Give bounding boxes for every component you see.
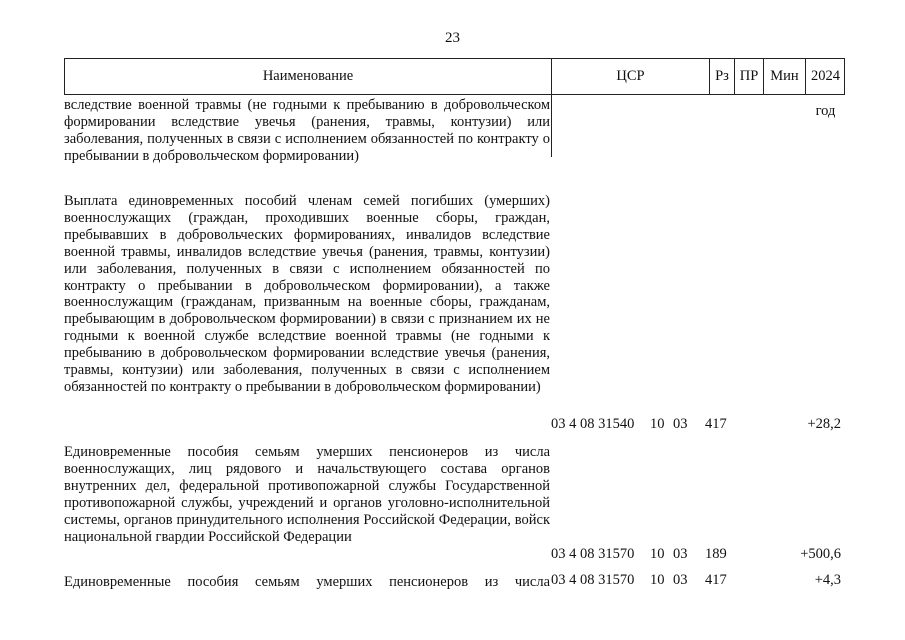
row-csr: 03 4 08 31570 [551,546,635,562]
row-description: Единовременные пособия семьям умерших пенсионеров из числа военнослужащих, лиц рядового и начальствующего состава органов внутренних дел, федеральной противопожарной службы Государственной противопожарной службы, учреждений и органов уголовно-исполнительной системы, органов принудительного исполнения Российской Федерации, войск национальной гвардии Российской Федерации [64,444,550,545]
row-csr: 03 4 08 31540 [551,416,635,432]
row-min: 417 [705,416,727,432]
header-year: 2024 год [811,68,840,119]
row-description: вследствие военной травмы (не годными к пребыванию в добровольческом формировании вследствие увечья (ранения, травмы, контузии) или заболевания, полученных в связи с исполнением обязанностей по контракту о пребывании в добровольческом формировании) [64,97,550,164]
page-number: 23 [445,30,460,46]
header-csr: ЦСР [552,59,710,94]
row-amount: +28,2 [807,416,841,432]
row-pr: 03 [673,416,688,432]
header-name: Наименование [65,59,552,94]
row-amount: +4,3 [814,572,841,588]
row-min: 417 [705,572,727,588]
header-pr: ПР [735,59,764,94]
row-pr: 03 [673,572,688,588]
header-rz: Рз [710,59,735,94]
row-amount: +500,6 [800,546,841,562]
row-rz: 10 [650,546,665,562]
row-description: Выплата единовременных пособий членам семей погибших (умерших) военнослужащих (граждан, проходивших военные сборы, граждан, пребывавших в добровольческих формированиях, инвалидов вследствие военной травмы, инвалидов вследствие увечья (ранения, травмы, контузии) или заболевания, полученных в связи с исполнением обязанностей по контракту о пребывании в добровольческом формировании), а также военнослужащим (гражданам, призванным на военные сборы, гражданам, пребывающим в добровольческом формировании) в связи с признанием их не годными к военной службе вследствие военной травмы (не годными к пребыванию в добровольческом формировании вследствие увечья (ранения, травмы, контузии) или заболевания, полученных в связи с исполнением обязанностей по контракту о пребывании в добровольческом формировании) [64,193,550,395]
row-csr: 03 4 08 31570 [551,572,635,588]
row-pr: 03 [673,546,688,562]
row-rz: 10 [650,416,665,432]
table-header [64,58,845,119]
row-rz: 10 [650,572,665,588]
header-min: Мин [764,59,806,94]
row-description: Единовременные пособия семьям умерших пенсионеров из числа [64,574,550,590]
column-divider [551,95,552,157]
row-min: 189 [705,546,727,562]
